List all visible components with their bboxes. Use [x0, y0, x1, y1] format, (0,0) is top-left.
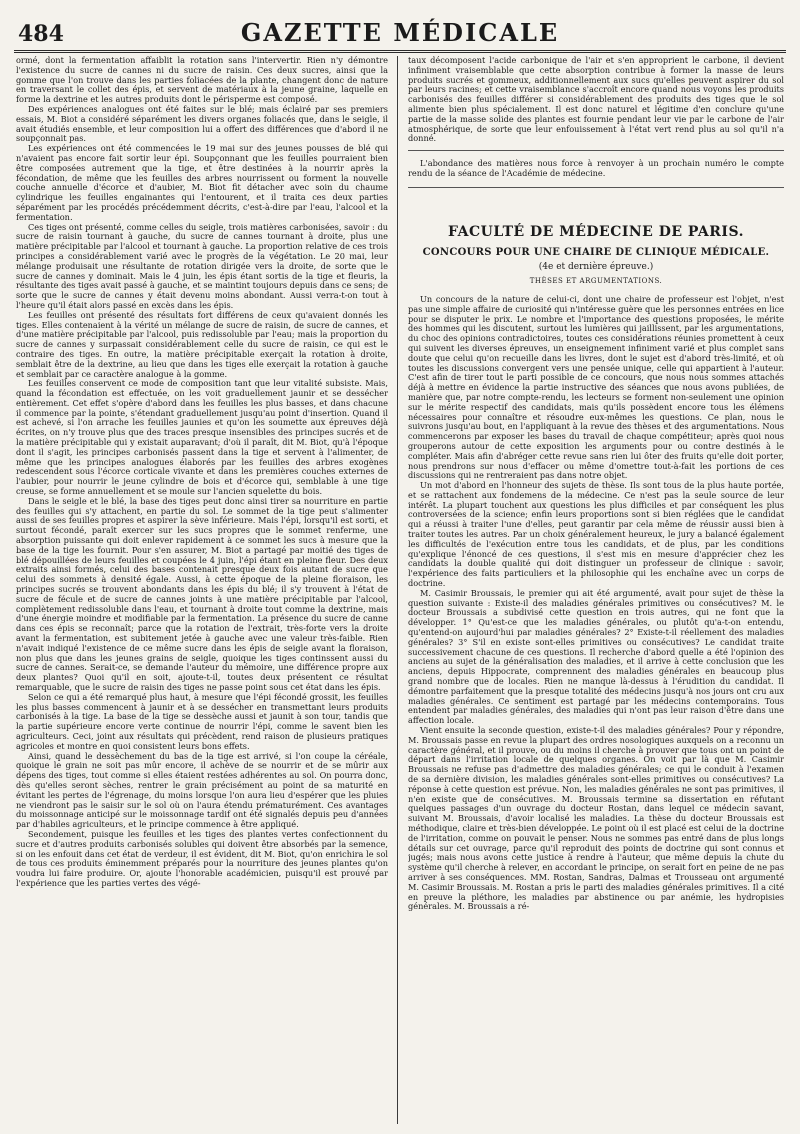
article-paragraph: ormé, dont la fermentation affaiblit la rotation sans l'intervertir. Rien n'y démontre l'existence du sucre de cannes ni du sucre de raisin. Ces deux sucres, ainsi que la gomme que l'on trouve dans les parties foliacées de la plante, changent donc de nature en traversant le collet des épis, et servent de matériaux à la jeune graine, laquelle en forme la dextrine et les autres produits dont le périsperme est composé. — [16, 56, 388, 105]
page-number: 484 — [18, 21, 64, 47]
article-paragraph: Vient ensuite la seconde question, existe-t-il des maladies générales? Pour y répondre, M. Broussais passe en revue la plupart des ordres nosologiques auxquels on a reconnu un caractère général, et il prouve, ou du moins il cherche à prouver que tous ont un point de départ dans l'irritation locale de quelques organes. On voit par là que M. Casimir Broussais ne refuse pas d'admettre des maladies générales; ce qui le conduit à l'examen de sa dernière division, les maladies générales sont-elles primitives ou consécutives? La réponse à cette question est prévue. Non, les maladies générales ne sont pas primitives, il n'en existe que de consécutives. M. Broussais termine sa dissertation en réfutant quelques passages d'un ouvrage du docteur Rostan, dans lequel ce médecin savant, suivant M. Broussais, d'avoir localisé les maladies. La thèse du docteur Broussais est méthodique, claire et très-bien développée. Le point où il est placé est celui de la doctrine de l'irritation, comme on pouvait le penser. Nous ne sommes pas entré dans de plus longs détails sur cet ouvrage, parce qu'il reproduit des points de doctrine qui sont connus et jugés; mais nous avons cette justice à rendre à l'auteur, que même depuis la chute du système qu'il cherche à relever, en accordant le principe, on serait fort en peine de ne pas arriver à ses conséquences. MM. Rostan, Sandras, Dalmas et Trousseau ont argumenté M. Casimir Broussais. M. Rostan a pris le parti des maladies générales primitives. Il a cité en preuve la pléthore, les maladies par abstinence ou par anémie, les hydropisies générales. M. Broussais a ré- — [408, 725, 784, 912]
section-parenthetical: (4e et dernière épreuve.) — [538, 262, 654, 273]
article-paragraph: Les feuilles ont présenté des résultats fort différens de ceux qu'avaient donnés les tiges. Elles contenaient à la vérité un mélange de sucre de raisin, de sucre de cannes, et d'une matière précipitable par l'alcool, puis redissoluble par l'eau; mais la proportion du sucre de cannes y surpassait considérablement celle du sucre de raisin, ce qui est le contraire des tiges. En outre, la matière précipitable exerçait la rotation à droite, semblait être de la dextrine, au lieu que dans les tiges elle exerçait la rotation à gauche et semblait par ce caractère analogue à la gomme. — [16, 309, 388, 379]
article-paragraph: Les expériences ont été commencées le 19 mai sur des jeunes pousses de blé qui n'avaient pas encore fait sortir leur épi. Soupçonnant que les feuilles pourraient bien être composées autrement que la tige, et être destinées à la nourrir après la fécondation, de même que les feuilles des arbres nourrissent ou forment la nouvelle couche annuelle d'écorce et d'aubier, M. Biot fit détacher avec soin du chaume cylindrique les feuilles engainantes qui l'entourent, et il traita ces deux parties séparément par les procédés précédemment décrits, c'est-à-dire par l'eau, l'alcool et la fermentation. — [16, 143, 388, 222]
article-paragraph: Des expériences analogues ont été faites sur le blé; mais éclairé par ses premiers essais, M. Biot a considéré séparément les divers organes foliacés que, dans le seigle, il avait étudiés ensemble, et leur composition lui a offert des différences que d'abord il ne soupçonnait pas. — [16, 103, 388, 144]
article-paragraph: taux décomposent l'acide carbonique de l'air et s'en approprient le carbone, il devient infiniment vraisemblable que cette absorption contribue à former la masse de leurs produits sucrés et gommeux, additionnellement aux sucs qu'elles peuvent aspirer du sol par leurs racines; et cette vraisemblance s'accroît encore quand nous voyons les produits carbonisés des feuilles différer si considérablement des produits des tiges que le sol alimente bien plus spécialement. Il est donc naturel et légitime d'en conclure qu'une partie de la masse solide des plantes est fournie pendant leur vie par le carbone de l'air atmosphérique, de sorte que leur enfouissement à l'état vert rend plus au sol qu'il n'a donné. — [408, 56, 784, 144]
article-paragraph: Selon ce qui a été remarqué plus haut, à mesure que l'épi fécondé grossit, les feuilles les plus basses commencent à jaunir et à se dessécher en transmettant leurs produits carbonisés à la tige. La base de la tige se dessèche aussi et jaunit à son tour, tandis que la partie supérieure encore verte continue de nourrir l'épi, comme le savent bien les agriculteurs. Ceci, joint aux résultats qui précèdent, rend raison de plusieurs pratiques agricoles et montre en quoi consistent leurs bons effets. — [16, 691, 388, 751]
journal-title: GAZETTE MÉDICALE — [240, 18, 560, 47]
article-paragraph: M. Casimir Broussais, le premier qui ait été argumenté, avait pour sujet de thèse la question suivante : Existe-il des maladies générales primitives ou consécutives? M. le docteur Broussais a subdivisé cette question en trois autres, qui ne font que la développer. 1° Qu'est-ce que les maladies générales, ou plutôt qu'a-t-on entendu, qu'entend-on aujourd'hui par maladies générales? 2° Existe-t-il réellement des maladies générales? 3° S'il en existe sont-elles primitives ou consécutives? Le candidat traite successivement chacune de ces questions. Il recherche d'abord quelle a été l'opinion des anciens au sujet de la généralisation des maladies, et il arrive à cette conclusion que les anciens, depuis Hippocrate, comprennent des maladies générales en beaucoup plus grand nombre que de locales. Rien ne manque là-dessus à l'érudition du candidat. Il démontre parfaitement que la presque totalité des médecins jusqu'à nos jours ont cru aux maladies générales. Ce sentiment est partagé par les médecins contemporains. Tous entendent par maladies générales, des maladies qui n'ont pas leur raison d'être dans une affection locale. — [408, 587, 784, 726]
column-divider — [397, 56, 398, 1124]
article-paragraph: Secondement, puisque les feuilles et les tiges des plantes vertes confectionnent du sucre et d'autres produits carbonisés solubles qui doivent être absorbés par la semence, si on les enfouit dans cet état de verdeur, il est évident, dit M. Biot, qu'on enrichira le sol de tous ces produits éminemment préparés pour la nourriture des jeunes plantes qu'on voudra lui faire produire. Or, ajoute l'honorable académicien, puisqu'il est prouvé par l'expérience que les parties vertes des végé- — [16, 828, 388, 888]
article-paragraph: Ainsi, quand le dessèchement du bas de la tige est arrivé, si l'on coupe la céréale, quoique le grain ne soit pas mûr encore, il achève de se nourrir et de se mûrir aux dépens des tiges, tout comme si elles étaient restées adhérentes au sol. On pourra donc, dès qu'elles seront sèches, rentrer le grain précisément au point de sa maturité en évitant les pertes de l'égrenage, du moins lorsque l'on aura lieu d'espérer que les pluies ne viendront pas le saisir sur le sol où on l'aura étendu prématurément. Ces avantages du moissonnage anticipé sur le moissonnage tardif ont été signalés depuis peu d'années par d'habiles agriculteurs, et le principe commence à être appliqué. — [16, 750, 388, 830]
article-paragraph: Les feuilles conservent ce mode de composition tant que leur vitalité subsiste. Mais, quand la fécondation est effectuée, on les voit graduellement jaunir et se dessécher entièrement. Cet effet s'opère d'abord dans les feuilles les plus basses, et dans chacune il commence par la pointe, s'étendant graduellement jusqu'au point d'insertion. Quand il est achevé, si l'on arrache les feuilles jaunies et qu'on les soumette aux épreuves déjà écrites, on n'y trouve plus que des traces presque insensibles des principes sucrés et de la matière précipitable qui y existait auparavant; d'où il paraît, dit M. Biot, qu'à l'époque dont il s'agit, les principes carbonisés passent dans la tige et servent à l'alimenter, de même que les principes analogues élaborés par les feuilles des arbres exogènes redescendent sous l'écorce corticale vivante et dans les premières couches externes de l'aubier, pour nourrir le jeune cylindre de bois et d'écorce qui, semblable à une tige creuse, se forme annuellement et se moule sur l'ancien squelette du bois. — [16, 378, 388, 497]
article-paragraph: Ces tiges ont présenté, comme celles du seigle, trois matières carbonisées, savoir : du sucre de raisin tournant à gauche, du sucre de cannes tournant à droite, plus une matière précipitable par l'alcool et tournant à gauche. La proportion relative de ces trois principes a considérablement varié avec le progrès de la végétation. Le 20 mai, leur mélange produisait une résultante de rotation dirigée vers la droite, de sorte que le sucre de cannes y dominait. Mais le 4 juin, les épis étant sortis de la tige et fleuris, la résultante des tiges avait passé à gauche, et se maintint toujours depuis dans ce sens; de sorte que le sucre de cannes y était devenu moins abondant. Aussi verra-t-on tout à l'heure qu'il était alors passé en excès dans les épis. — [16, 221, 388, 310]
section-heading-small: THÈSES ET ARGUMENTATIONS. — [529, 277, 663, 286]
section-subtitle: CONCOURS POUR UNE CHAIRE DE CLINIQUE MÉDICALE. — [422, 246, 770, 258]
section-title: FACULTÉ DE MÉDECINE DE PARIS. — [448, 223, 744, 240]
right-column — [408, 56, 784, 1126]
editorial-notice — [408, 150, 784, 188]
article-paragraph: Dans le seigle et le blé, la base des tiges peut donc ainsi tirer sa nourriture en partie des feuilles qui s'y attachent, en partie du sol. Le sommet de la tige peut s'alimenter aussi de ses feuilles propres et aspirer la sève inférieure. Mais l'épi, lorsqu'il est sorti, et surtout fécondé, paraît exercer sur les sucs propres que le sommet renferme, une absorption puissante qui doit enlever rapidement à ce sommet les sucs à mesure que la base de la tige les fournit. Pour s'en assurer, M. Biot a partagé par moitié des tiges de blé dépouillées de leurs feuilles et coupées le 4 juin, l'épi étant en pleine fleur. Des deux extraits ainsi formés, celui des bases contenait presque deux fois autant de sucre que celui des sommets à densité égale. Aussi, à cette époque de la pleine floraison, les principes sucrés se trouvent abondants dans les épis du blé; il s'y trouvent à l'état de sucre de fécule et de sucre de cannes joints à une matière précipitable par l'alcool, complètement redissoluble dans l'eau, et tournant à droite tout comme la dextrine, mais d'une énergie moindre et modifiable par la fermentation. La présence du sucre de canne dans ces épis se reconnaît; parce que la rotation de l'extrait, très-forte vers la droite avant la fermentation, est subitement jetée à gauche avec une valeur très-faible. Rien n'avait indiqué l'existence de ce même sucre dans les épis de seigle avant la floraison, non plus que dans les jeunes grains de seigle, quoique les tiges continssent aussi du sucre de cannes. Serait-ce, se demande l'auteur du mémoire, une différence propre aux deux plantes? Quoi qu'il en soit, ajoute-t-il, toutes deux présentent ce résultat remarquable, que le sucre de raisin des tiges ne passe point sous cet état dans les épis. — [16, 495, 388, 692]
masthead — [14, 14, 786, 53]
article-paragraph: Un concours de la nature de celui-ci, dont une chaire de professeur est l'objet, n'est pas une simple affaire de curiosité qui n'intéresse guère que les personnes entrées en lice pour se disputer le prix. Le nombre et l'importance des questions proposées, le mérite des hommes qui les discutent, surtout les lumières qui jaillissent, par les argumentations, du choc des opinions contradictoires, toutes ces considérations réunies promettent à ceux qui suivent les diverses épreuves, un enseignement infiniment varié et plus complet sans doute que celui qu'on recueille dans les livres, dont le sujet est d'abord très-limité, et où toutes les discussions convergent vers une pensée unique, celle qui appartient à l'auteur. C'est afin de tirer tout le parti possible de ce concours, que nous nous sommes attachés déjà à mettre en évidence la partie instructive des séances que nous avons publiées, de manière que, par notre compte-rendu, les lecteurs se forment non-seulement une opinion sur le mérite respectif des candidats, mais qu'ils possèdent encore tous les élémens nécessaires pour connaître et résoudre eux-mêmes les questions. Ce plan, nous le suivrons jusqu'au bout, en l'appliquant à la revue des thèses et des argumentations. Nous commencerons par exposer les bases du travail de chaque compétiteur; après quoi nous grouperons autour de cette exposition les arguments pour ou contre destinés à le compléter. Mais afin d'abréger cette revue sans rien lui ôter des fruits qu'elle doit porter, nous prendrons sur nous d'effacer ou même d'omettre tout-à-fait les portions de ces discussions qui ne rentreraient pas dans notre objet. — [408, 293, 784, 481]
left-column — [16, 56, 388, 1126]
notice-text: L'abondance des matières nous force à renvoyer à un prochain numéro le compte rendu de la séance de l'Académie de médecine. — [408, 158, 784, 178]
article-paragraph: Un mot d'abord en l'honneur des sujets de thèse. Ils sont tous de la plus haute portée, et se rattachent aux fondemens de la médecine. Ce n'est pas la seule source de leur intérêt. La plupart touchent aux questions les plus difficiles et par conséquent les plus controversées de la science; enfin leurs proportions sont si bien réglées que le candidat qui a réussi à traiter l'une d'elles, peut garantir par cela même de réussir aussi bien à traiter toutes les autres. Par un choix généralement heureux, le jury a balancé également les difficultés de l'exécution entre tous les candidats, et de plus, par les conditions qu'explique l'énoncé de ces questions, il s'est mis en mesure d'apprécier chez les candidats la double qualité qui doit distinguer un professeur de clinique : savoir, l'expérience des faits particuliers et la philosophie qui les enchaîne avec un corps de doctrine. — [408, 480, 784, 589]
